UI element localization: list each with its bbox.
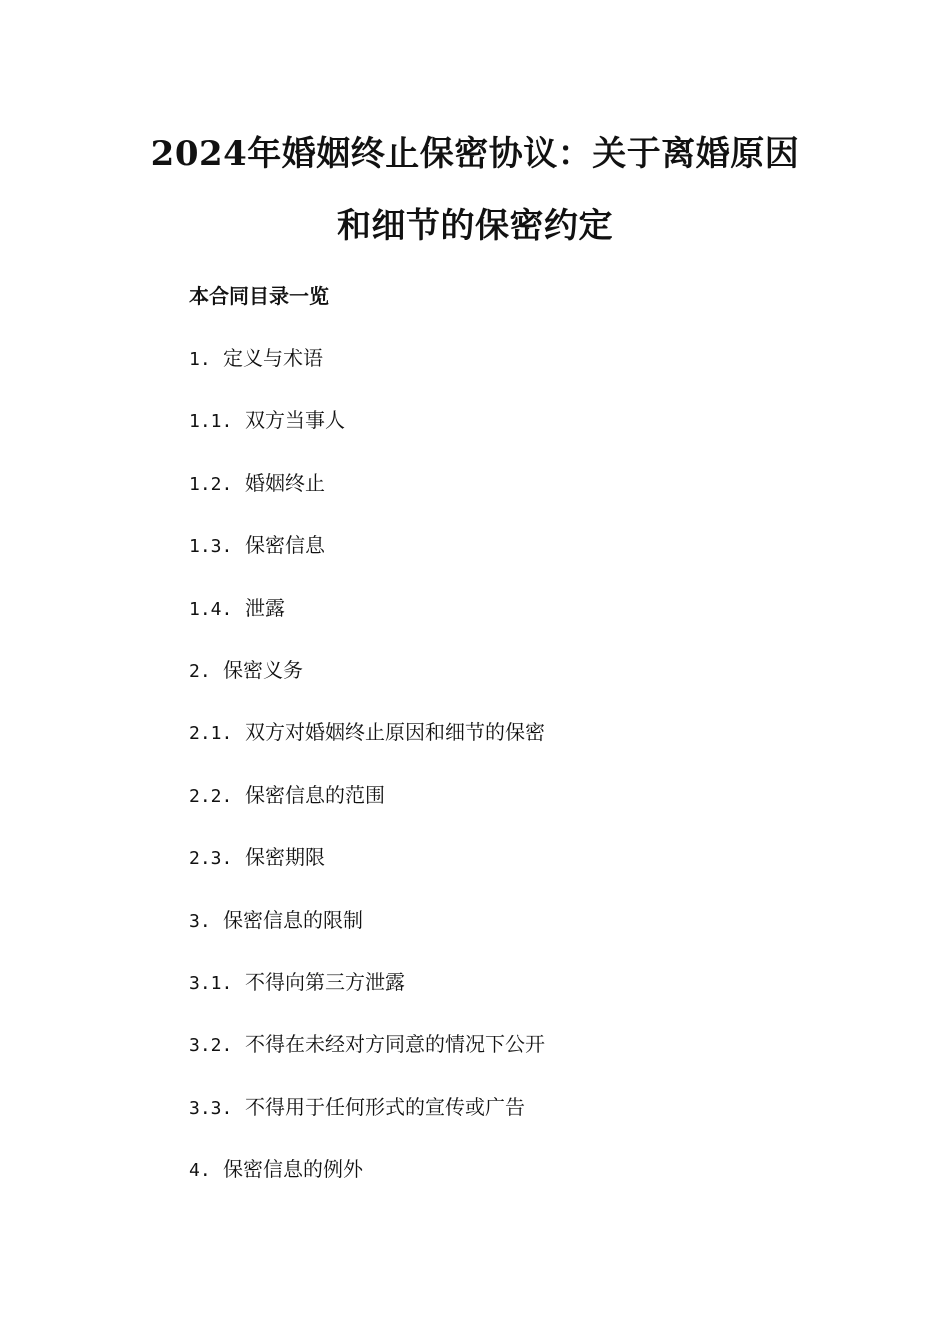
toc-item xyxy=(189,345,545,407)
toc-item xyxy=(189,1031,545,1093)
toc-item-number: 1.3. xyxy=(189,536,233,558)
toc-item-number: 2.2. xyxy=(189,785,233,807)
toc-item xyxy=(189,782,545,844)
toc-item-text: 保密信息的例外 xyxy=(223,1157,363,1182)
toc-item xyxy=(189,657,545,719)
toc-item-text: 不得用于任何形式的宣传或广告 xyxy=(245,1094,525,1119)
toc-item-number: 3.3. xyxy=(189,1097,233,1119)
toc-item xyxy=(189,470,545,532)
toc-item-text: 保密信息的范围 xyxy=(245,782,385,807)
toc-item xyxy=(189,907,545,969)
toc-item-number: 1. xyxy=(189,349,211,370)
toc-item xyxy=(189,407,545,469)
toc-item-number: 1.4. xyxy=(189,598,233,620)
toc-item-number: 3. xyxy=(189,910,211,932)
toc-item-text: 保密信息的限制 xyxy=(223,907,363,932)
toc-item xyxy=(189,1156,545,1218)
toc-item xyxy=(189,595,545,657)
toc-item xyxy=(189,719,545,781)
toc-item-number: 2. xyxy=(189,660,211,682)
toc-item-number: 2.1. xyxy=(189,723,233,745)
toc-item-text: 不得向第三方泄露 xyxy=(245,969,405,994)
toc-heading: 本合同目录一览 xyxy=(189,284,329,308)
document-title-line-2: 和细节的保密约定 xyxy=(337,206,613,246)
toc-item xyxy=(189,969,545,1031)
toc-item-number: 4. xyxy=(189,1160,211,1182)
toc-item-text: 保密期限 xyxy=(245,845,325,870)
toc-item-text: 保密信息 xyxy=(245,533,325,558)
toc-item-text: 双方对婚姻终止原因和细节的保密 xyxy=(245,720,545,745)
toc-item-number: 1.2. xyxy=(189,473,233,495)
toc-item-text: 定义与术语 xyxy=(223,346,323,370)
toc-item xyxy=(189,532,545,594)
toc-item-text: 婚姻终止 xyxy=(245,470,325,495)
toc-item xyxy=(189,844,545,906)
toc-item-number: 3.2. xyxy=(189,1035,233,1057)
document-title-line-1: 2024年婚姻终止保密协议：关于离婚原因 xyxy=(150,134,800,174)
toc-item-number: 2.3. xyxy=(189,848,233,870)
toc-item-number: 1.1. xyxy=(189,411,233,433)
toc-item-text: 泄露 xyxy=(245,595,285,620)
toc-item-text: 双方当事人 xyxy=(245,408,345,433)
toc-item xyxy=(189,1094,545,1156)
table-of-contents xyxy=(189,345,545,1218)
toc-item-text: 不得在未经对方同意的情况下公开 xyxy=(245,1032,545,1057)
toc-item-number: 3.1. xyxy=(189,972,233,994)
toc-item-text: 保密义务 xyxy=(223,657,303,682)
